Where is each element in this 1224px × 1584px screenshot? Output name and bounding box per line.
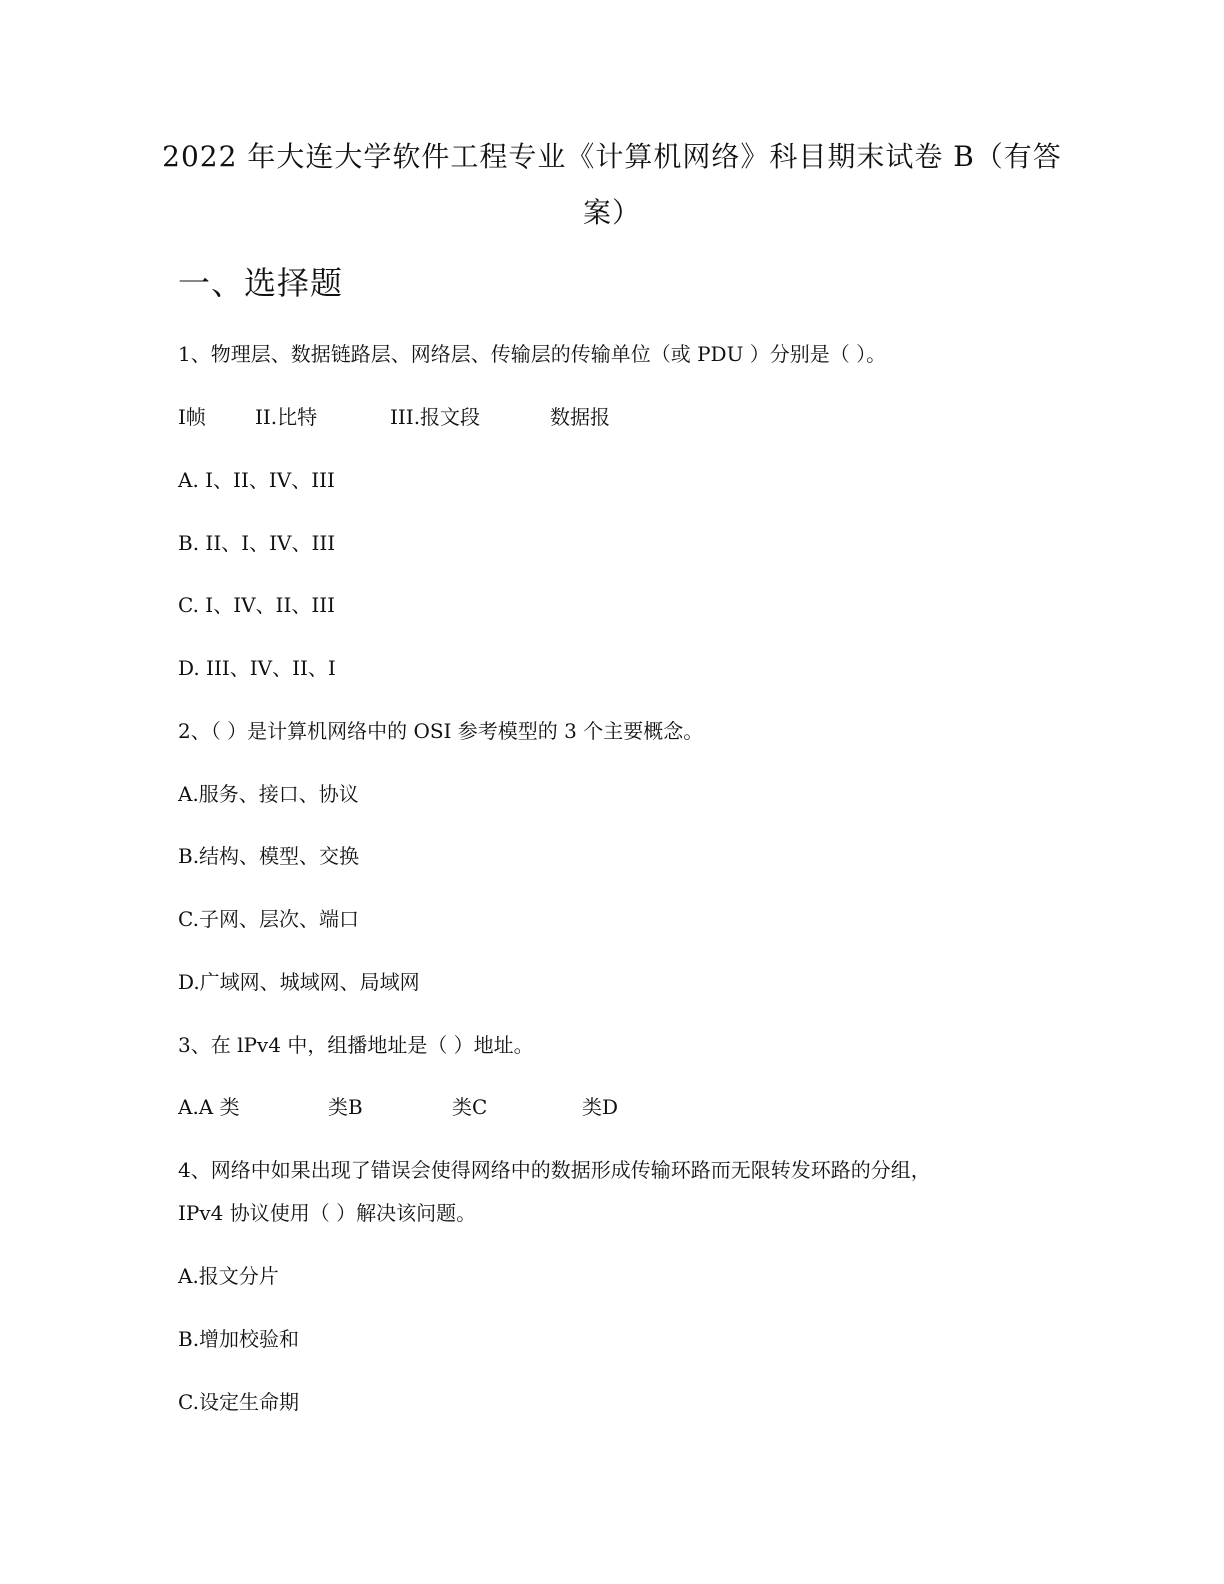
question-3-option-a: A.A 类	[178, 1095, 240, 1119]
question-2-option-a: A.服务、接口、协议	[178, 782, 359, 806]
question-2-stem: 2、（ ）是计算机网络中的 OSI 参考模型的 3 个主要概念。	[178, 719, 704, 743]
question-1-option-a: A. I、II、IV、III	[178, 468, 335, 492]
question-2-option-d: D.广域网、城域网、局域网	[178, 970, 420, 994]
question-1-item: 数据报	[550, 405, 610, 429]
question-1-item: I帧	[178, 405, 206, 429]
page-title: 2022 年大连大学软件工程专业《计算机网络》科目期末试卷 B（有答	[162, 140, 1062, 173]
question-3-option-b: 类B	[328, 1095, 363, 1119]
question-1-option-b: B. II、I、IV、III	[178, 531, 336, 555]
section-heading: 一、选择题	[178, 264, 344, 302]
question-4-stem-continued: IPv4 协议使用（ ）解决该问题。	[178, 1201, 477, 1225]
question-4-stem: 4、网络中如果出现了错误会使得网络中的数据形成传输环路而无限转发环路的分组，	[178, 1158, 931, 1182]
question-1-option-d: D. III、IV、II、I	[178, 656, 336, 680]
question-4-option-b: B.增加校验和	[178, 1327, 300, 1351]
question-2-option-c: C.子网、层次、端口	[178, 907, 359, 931]
question-1-option-c: C. I、IV、II、III	[178, 593, 336, 617]
question-4-option-a: A.报文分片	[178, 1264, 279, 1288]
question-1-item: III.报文段	[390, 405, 481, 429]
question-1-item: II.比特	[255, 405, 318, 429]
question-1-stem: 1、物理层、数据链路层、网络层、传输层的传输单位（或 PDU ）分别是（ ）。	[178, 342, 887, 366]
question-3-stem: 3、在 lPv4 中，组播地址是（ ）地址。	[178, 1033, 534, 1057]
question-3-option-c: 类C	[452, 1095, 488, 1119]
question-4-option-c: C.设定生命期	[178, 1390, 299, 1414]
question-3-option-d: 类D	[582, 1095, 619, 1119]
page-title-continued: 案）	[582, 196, 641, 229]
question-2-option-b: B.结构、模型、交换	[178, 844, 360, 868]
